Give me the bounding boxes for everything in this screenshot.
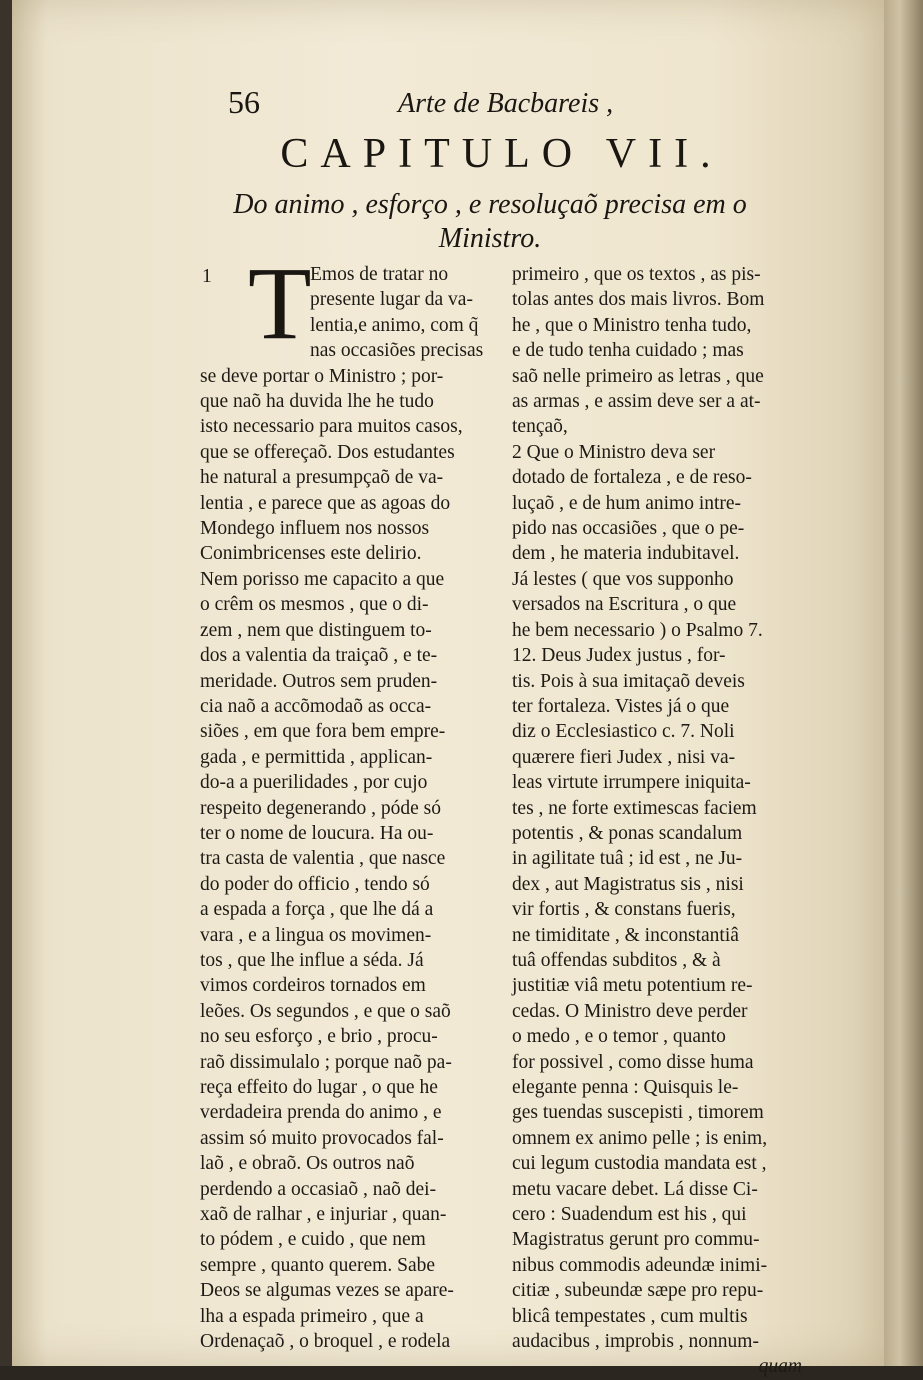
text-line: Magistratus gerunt pro commu-: [512, 1229, 760, 1251]
text-line: tes , ne forte extimescas faciem: [512, 797, 757, 819]
text-line: tolas antes dos mais livros. Bom: [512, 289, 765, 311]
text-line: diz o Ecclesiastico c. 7. Noli: [512, 721, 735, 743]
text-line: respeito degenerando , póde só: [200, 797, 441, 819]
subtitle-line: Do animo , esforço , e resoluçaõ precisa em o: [233, 189, 747, 220]
text-line: he bem necessario ) o Psalmo 7.: [512, 619, 763, 641]
text-line: ter fortaleza. Vistes já o que: [512, 695, 730, 717]
text-line: lentia,e animo, com q̃: [310, 314, 479, 336]
text-line: do poder do officio , tendo só: [200, 873, 430, 895]
text-line: for possivel , como disse huma: [512, 1051, 754, 1073]
text-line: justitiæ viâ metu potentium re-: [512, 975, 753, 997]
text-line: Já lestes ( que vos supponho: [512, 568, 734, 590]
text-line: que naõ ha duvida lhe he tudo: [200, 391, 434, 413]
text-line: se deve portar o Ministro ; por-: [200, 365, 444, 387]
text-line: as armas , e assim deve ser a at-: [512, 391, 761, 413]
text-line: reça effeito do lugar , o que he: [200, 1077, 438, 1098]
text-line: tra casta de valentia , que nasce: [200, 848, 446, 870]
text-line: do-a a puerilidades , por cujo: [200, 772, 428, 794]
text-line: vara , e a lingua os movimen-: [200, 924, 432, 946]
text-line: Conimbricenses este delirio.: [200, 543, 422, 565]
text-line: ges tuendas suscepisti , timorem: [512, 1102, 764, 1124]
text-line: lha a espada primeiro , que a: [200, 1305, 424, 1327]
text-line: primeiro , que os textos , as pis-: [512, 264, 761, 285]
text-line: leas virtute irrumpere iniquita-: [512, 772, 751, 794]
text-line: Deos se algumas vezes se apare-: [200, 1280, 454, 1302]
text-line: Ordenaçaõ , o broquel , e rodela: [200, 1331, 451, 1353]
text-line: versados na Escritura , o que: [512, 594, 737, 616]
text-line: presente lugar da va-: [310, 289, 473, 311]
text-line: ter o nome de loucura. Ha ou-: [200, 822, 434, 844]
text-line: no seu esforço , e brio , procu-: [200, 1026, 438, 1048]
paragraph-number: 1: [202, 266, 212, 287]
text-line: dex , aut Magistratus sis , nisi: [512, 873, 744, 895]
text-line: gada , e permittida , applican-: [200, 746, 433, 768]
page-number: 56: [228, 84, 260, 120]
text-line: leões. Os segundos , e que o saõ: [200, 1000, 451, 1022]
text-line: to pódem , e cuido , que nem: [200, 1229, 426, 1251]
text-line: lentia , e parece que as agoas do: [200, 492, 451, 514]
text-line: nas occasiões precisas: [310, 340, 484, 362]
text-line: verdadeira prenda do animo , e: [200, 1102, 442, 1124]
right-column: [512, 262, 802, 1380]
text-line: zem , nem que distinguem to-: [200, 619, 432, 641]
chapter-title: CAPITULO VII.: [280, 131, 723, 177]
text-line: 12. Deus Judex justus , for-: [512, 645, 726, 667]
text-line: cui legum custodia mandata est ,: [512, 1153, 767, 1175]
text-line: 2 Que o Ministro deva ser: [512, 441, 716, 463]
text-line: perdendo a occasiaõ , naõ dei-: [200, 1178, 437, 1200]
text-line: laõ , e obraõ. Os outros naõ: [200, 1153, 415, 1175]
text-line: xaõ de ralhar , e injuriar , quan-: [200, 1204, 447, 1226]
text-line: e de tudo tenha cuidado ; mas: [512, 340, 744, 362]
text-line: dem , he materia indubitavel.: [512, 543, 740, 565]
text-line: cero : Suadendum est his , qui: [512, 1204, 747, 1226]
text-line: tis. Pois à sua imitaçaõ deveis: [512, 670, 745, 692]
text-line: elegante penna : Quisquis le-: [512, 1077, 739, 1098]
text-line: vimos cordeiros tornados em: [200, 975, 426, 997]
page-edge: [884, 0, 923, 1366]
text-line: que se offereçaõ. Dos estudantes: [200, 441, 455, 463]
text-line: cedas. O Ministro deve perder: [512, 1000, 748, 1022]
text-line: saõ nelle primeiro as letras , que: [512, 365, 764, 387]
text-line: dos a valentia da traiçaõ , e te-: [200, 645, 438, 667]
text-line: dotado de fortaleza , e de reso-: [512, 467, 752, 489]
text-line: vir fortis , & constans fueris,: [512, 899, 736, 921]
running-title: Arte de Bacbareis ,: [398, 88, 614, 119]
text-line: potentis , & ponas scandalum: [512, 822, 743, 844]
text-line: he natural a presumpçaõ de va-: [200, 467, 444, 489]
text-line: omnem ex animo pelle ; is enim,: [512, 1127, 768, 1149]
running-header: [228, 84, 648, 124]
text-line: audacibus , improbis , nonnum-: [512, 1331, 759, 1353]
text-line: sempre , quanto querem. Sabe: [200, 1254, 436, 1276]
text-line: in agilitate tuâ ; id est , ne Ju-: [512, 848, 743, 870]
text-line: quærere fieri Judex , nisi va-: [512, 746, 736, 768]
text-line: siões , em que fora bem empre-: [200, 721, 446, 743]
text-line: Mondego influem nos nossos: [200, 518, 430, 540]
text-line: blicâ tempestates , cum multis: [512, 1305, 748, 1327]
drop-cap: T: [248, 246, 312, 361]
left-column: [200, 246, 500, 1354]
text-line: Nem porisso me capacito a que: [200, 568, 445, 590]
text-line: isto necessario para muitos casos,: [200, 416, 463, 438]
text-line: he , que o Ministro tenha tudo,: [512, 314, 752, 336]
subtitle-line: Ministro.: [438, 223, 542, 254]
text-line: meridade. Outros sem pruden-: [200, 670, 438, 692]
text-line: citiæ , subeundæ sæpe pro repu-: [512, 1280, 764, 1302]
text-line: tençaõ,: [512, 416, 568, 438]
text-line: tos , que lhe influe a séda. Já: [200, 949, 424, 971]
text-line: pido nas occasiões , que o pe-: [512, 518, 745, 540]
text-line: metu vacare debet. Lá disse Ci-: [512, 1178, 758, 1200]
text-line: assim só muito provocados fal-: [200, 1127, 444, 1149]
text-line: raõ dissimulalo ; porque naõ pa-: [200, 1051, 452, 1073]
text-line: nibus commodis adeundæ inimi-: [512, 1254, 768, 1276]
text-line: o crêm os mesmos , que o di-: [200, 594, 429, 616]
text-line: luçaõ , e de hum animo intre-: [512, 492, 742, 514]
text-line: Emos de tratar no: [310, 264, 449, 285]
text-line: cia naõ a accõmodaõ as occa-: [200, 695, 432, 717]
text-line: a espada a força , que lhe dá a: [200, 899, 434, 921]
text-line: o medo , e o temor , quanto: [512, 1026, 726, 1048]
catchword: quam: [758, 1356, 802, 1378]
text-line: ne timiditate , & inconstantiâ: [512, 924, 739, 946]
text-line: tuâ offendas subditos , & à: [512, 949, 721, 971]
